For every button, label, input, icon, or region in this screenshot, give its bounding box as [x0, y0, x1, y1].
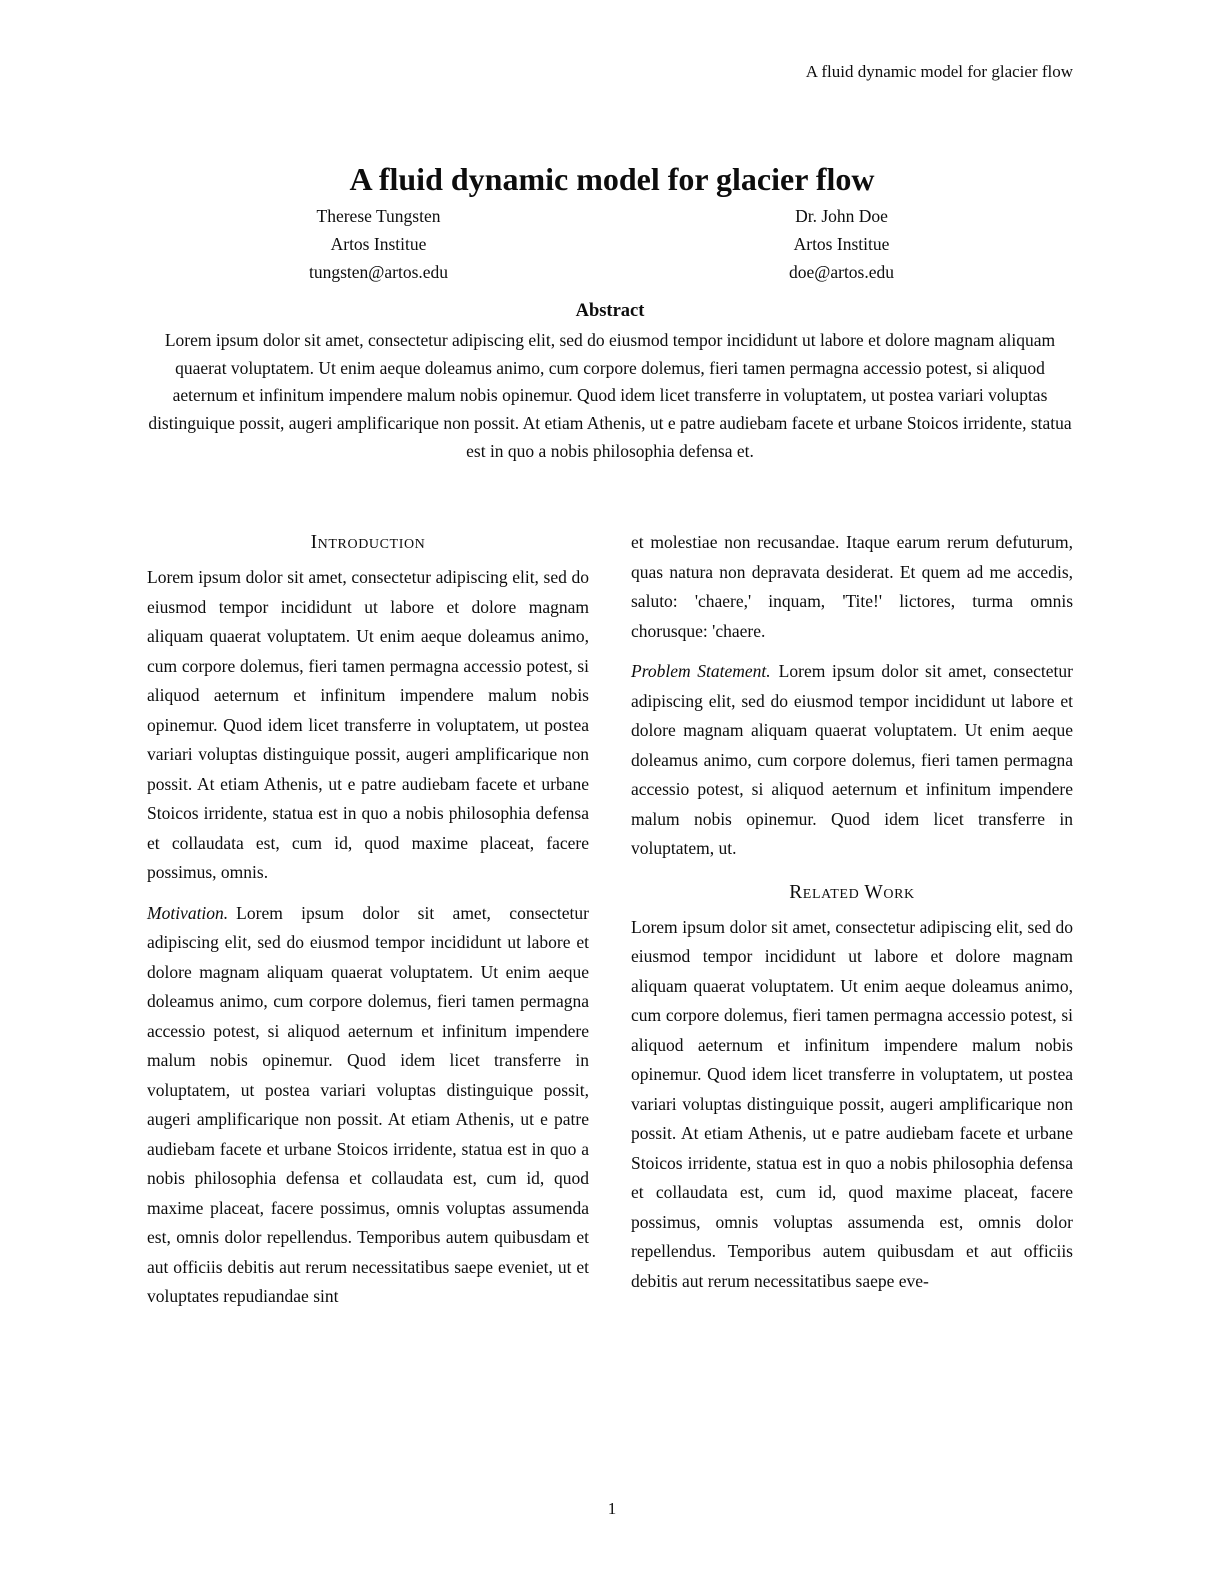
- section-heading-introduction: Introduction: [310, 532, 426, 553]
- author-2: [610, 202, 1073, 286]
- introduction-paragraph-text: Lorem ipsum dolor sit amet, consectetur adipiscing elit, sed do eiusmod tempor incididunt ut labore et dolore magnam aliquam quaerat voluptatem. Ut enim aeque doleamus animo, cum corpore dolemus, fieri tamen permagna accessio potest, si aliquod aeternum et infinitum impendere malum nobis opinemur. Quod idem licet transferre in voluptatem, ut postea variari voluptas distinguique possit, augeri amplificarique non possit. At etiam Athenis, ut e patre audiebam facete et urbane Stoicos irridente, statua est in quo a nobis philosophia defensa et collaudata est, cum id, quod maxime placeat, facere possimus, omnis.: [147, 567, 589, 882]
- motivation-paragraph-text: Lorem ipsum dolor sit amet, consectetur adipiscing elit, sed do eiusmod tempor incididunt ut labore et dolore magnam aliquam quaerat voluptatem. Ut enim aeque doleamus animo, cum corpore dolemus, fieri tamen permagna accessio potest, si aliquod aeternum et infinitum impendere malum nobis opinemur. Quod idem licet transferre in voluptatem, ut postea variari voluptas distinguique possit, augeri amplificarique non possit. At etiam Athenis, ut e patre audiebam facete et urbane Stoicos irridente, statua est in quo a nobis philosophia defensa et collaudata est, cum id, quod maxime placeat, facere possimus, omnis voluptas assumenda est, omnis dolor repellendus. Temporibus autem quibusdam et aut officiis debitis aut rerum necessitatibus saepe eveniet, ut et voluptates repudiandae sint: [147, 902, 589, 1306]
- author-2-email: doe@artos.edu: [788, 262, 895, 282]
- related-work-paragraph: [631, 913, 1073, 1297]
- left-column: [147, 528, 589, 1312]
- page-number: 1: [607, 1499, 617, 1518]
- author-2-affiliation: Artos Institue: [793, 234, 890, 254]
- motivation-continuation-text: et molestiae non recusandae. Itaque earum rerum defuturum, quas natura non depravata desiderat. Et quem ad me accedis, saluto: 'chaere,' inquam, 'Tite!' lictores, turma omnis chorusque: 'chaere.: [631, 532, 1073, 641]
- motivation-paragraph: [147, 899, 589, 1312]
- author-1-affiliation: Artos Institue: [330, 234, 427, 254]
- author-block: [147, 202, 1073, 286]
- running-head: A fluid dynamic model for glacier flow: [805, 62, 1073, 81]
- author-1-name: Therese Tungsten: [316, 206, 441, 226]
- problem-statement-paragraph: [631, 657, 1073, 864]
- problem-statement-label: Problem Statement.: [631, 661, 771, 681]
- abstract-heading: Abstract: [575, 301, 645, 321]
- body-columns: [147, 528, 1073, 1312]
- right-column: [631, 528, 1073, 1312]
- author-1-email: tungsten@artos.edu: [308, 262, 449, 282]
- motivation-label: Motivation.: [147, 902, 229, 923]
- author-1: [147, 202, 610, 286]
- problem-statement-paragraph-text: Lorem ipsum dolor sit amet, consectetur adipiscing elit, sed do eiusmod tempor incididunt ut labore et dolore magnam aliquam quaerat voluptatem. Ut enim aeque doleamus animo, cum corpore dolemus, fieri tamen permagna accessio potest, si aliquod aeternum et infinitum impendere malum nobis opinemur. Quod idem licet transferre in voluptatem, ut.: [631, 661, 1073, 858]
- section-heading-related-work: Related Work: [789, 881, 915, 903]
- author-2-name: Dr. John Doe: [795, 206, 888, 226]
- introduction-paragraph: [147, 563, 589, 888]
- page-title: A fluid dynamic model for glacier flow: [349, 161, 875, 198]
- motivation-continuation-paragraph: [631, 528, 1073, 646]
- abstract-text: Lorem ipsum dolor sit amet, consectetur adipiscing elit, sed do eiusmod tempor incididunt ut labore et dolore magnam aliquam quaerat voluptatem. Ut enim aeque doleamus animo, cum corpore dolemus, fieri tamen permagna accessio potest, si aliquod aeternum et infinitum impendere malum nobis opinemur. Quod idem licet transferre in voluptatem, ut postea variari voluptas distinguique possit, augeri amplificarique non possit. At etiam Athenis, ut e patre audiebam facete et urbane Stoicos irridente, statua est in quo a nobis philosophia defensa et.: [148, 330, 1072, 461]
- related-work-paragraph-text: Lorem ipsum dolor sit amet, consectetur adipiscing elit, sed do eiusmod tempor incididunt ut labore et dolore magnam aliquam quaerat voluptatem. Ut enim aeque doleamus animo, cum corpore dolemus, fieri tamen permagna accessio potest, si aliquod aeternum et infinitum impendere malum nobis opinemur. Quod idem licet transferre in voluptatem, ut postea variari voluptas distinguique possit, augeri amplificarique non possit. At etiam Athenis, ut e patre audiebam facete et urbane Stoicos irridente, statua est in quo a nobis philosophia defensa et collaudata est, cum id, quod maxime placeat, facere possimus, omnis voluptas assumenda est, omnis dolor repellendus. Temporibus autem quibusdam et aut officiis debitis aut rerum necessitatibus saepe eve-: [631, 916, 1073, 1291]
